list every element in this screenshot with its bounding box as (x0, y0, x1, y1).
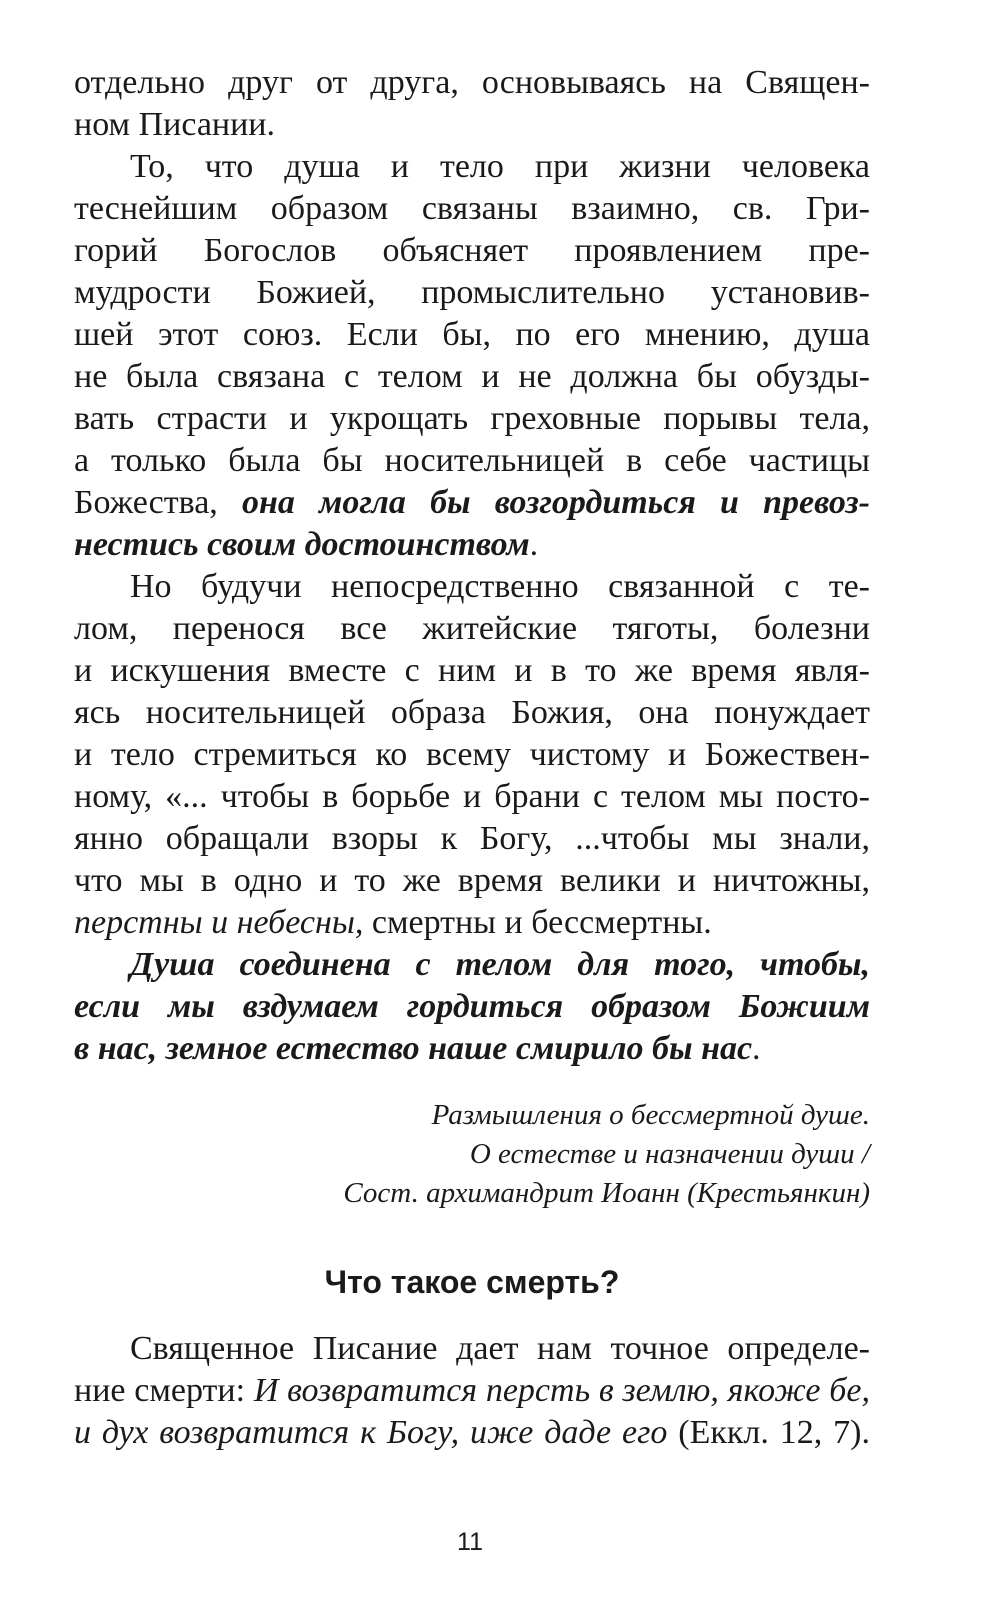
section-heading: Что такое смерть? (324, 1264, 620, 1300)
text-line: и тело стремиться ко всему чистому и Божествен- (74, 736, 870, 773)
citation (250, 1096, 870, 1213)
text-line: теснейшим образом связаны взаимно, св. Гри- (74, 190, 870, 227)
text-line: не была связана с телом и не должна бы обузды- (74, 358, 870, 395)
italic-run: и дух возвратится к Богу, иже даде его (74, 1414, 668, 1451)
text-line: ному, «... чтобы в борьбе и брани с телом мы посто- (74, 778, 870, 815)
page-number: 11 (457, 1528, 483, 1556)
text-line: шей этот союз. Если бы, по его мнению, душа (74, 316, 870, 353)
text-run: ние смерти: (74, 1372, 254, 1409)
text-run: смертны и бессмертны. (363, 904, 712, 941)
text-line (74, 1028, 870, 1070)
text-line: мудрости Божией, промыслительно установив- (74, 274, 870, 311)
text-line: ясь носительницей образа Божия, она понуждает (74, 694, 870, 731)
text-line: вать страсти и укрощать греховные порывы тела, (74, 400, 870, 437)
text-line (74, 524, 870, 566)
text-line: Священное Писание дает нам точное определе- (130, 1330, 870, 1367)
text-line: янно обращали взоры к Богу, ...чтобы мы знали, (74, 820, 870, 857)
text-line: и искушения вместе с ним и в то же время явля- (74, 652, 870, 689)
citation-line: Сост. архимандрит Иоанн (Крестьянкин) (343, 1177, 870, 1209)
text-line: а только была бы носительницей в себе частицы (74, 442, 870, 479)
text-line (74, 1370, 870, 1412)
text-line (74, 902, 870, 944)
citation-line: О естестве и назначении души / (469, 1138, 870, 1170)
text-line: Но будучи непосредственно связанной с те- (130, 568, 870, 605)
emphasis-line: если мы вздумаем гордиться образом Божиим (74, 988, 870, 1025)
text-line: отдельно друг от друга, основываясь на Священ- (74, 64, 870, 101)
text-line: То, что душа и тело при жизни человека (130, 148, 870, 185)
italic-run: И возвратится персть в землю, якоже бе, (253, 1372, 870, 1409)
text-run: Божества, (74, 484, 242, 521)
page-body (74, 62, 870, 1070)
text-line (74, 482, 870, 524)
text-run: . (529, 526, 539, 563)
text-line (74, 1412, 870, 1454)
text-line: горий Богослов объясняет проявлением пре- (74, 232, 870, 269)
text-line: ном Писании. (74, 106, 275, 143)
emphasis-run: нестись своим достоинством (74, 526, 530, 563)
text-run: . (752, 1030, 761, 1067)
italic-run: перстны и небесны, (74, 904, 364, 941)
emphasis-run: в нас, земное естество наше смирило бы нас (74, 1030, 753, 1067)
text-line: что мы в одно и то же время велики и ничтожны, (74, 862, 870, 899)
text-run: (Еккл. 12, 7). (667, 1414, 870, 1451)
emphasis-line: Душа соединена с телом для того, чтобы, (130, 946, 870, 983)
emphasis-run: она могла бы возгордиться и превоз- (241, 484, 870, 521)
text-line: лом, перенося все житейские тяготы, болезни (74, 610, 870, 647)
citation-line: Размышления о бессмертной душе. (431, 1099, 870, 1131)
section-body (74, 1328, 870, 1454)
